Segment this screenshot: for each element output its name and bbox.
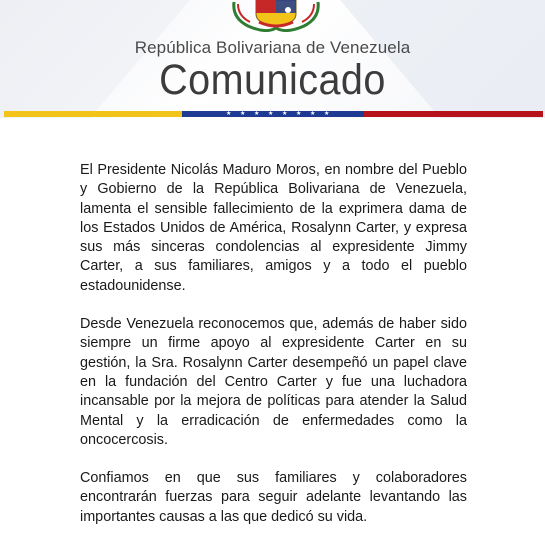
flag-stripe-red <box>364 111 543 117</box>
star-icon: ★ <box>254 110 260 117</box>
communique-body <box>80 161 467 546</box>
flag-stripe <box>0 111 545 118</box>
country-name: República Bolivariana de Venezuela <box>134 38 411 57</box>
star-icon: ★ <box>268 110 274 117</box>
paragraph-3: Confiamos en que sus familiares y colaboradores encontrarán fuerzas para seguir adelante levantando las importantes causas a las que dedicó su vida. <box>80 470 467 525</box>
star-icon: ★ <box>240 110 246 117</box>
stars-row <box>182 110 364 118</box>
paragraph-2: Desde Venezuela reconocemos que, además de haber sido siempre un firme apoyo al expresidente Carter en su gestión, la Sra. Rosalynn Carter desempeñó un papel clave en la fundación del Centro Carter y fue una luchadora incansable por la mejora de políticas para atender la Salud Mental y la erradicación de enfermedades como la oncocercosis. <box>80 316 467 448</box>
star-icon: ★ <box>296 110 302 117</box>
page-title: Comunicado <box>159 56 386 104</box>
star-icon: ★ <box>282 110 288 117</box>
star-icon: ★ <box>324 110 330 117</box>
letterhead <box>0 0 545 118</box>
paragraph-1: El Presidente Nicolás Maduro Moros, en nombre del Pueblo y Gobierno de la República Bolivariana de Venezuela, lamenta el sensible fallecimiento de la exprimera dama de los Estados Unidos de América, Rosalynn Carter, y expresa sus más sinceras condolencias al expresidente Jimmy Carter, a sus familiares, amigos y a todo el pueblo estadounidense. <box>80 162 467 294</box>
star-icon: ★ <box>226 110 232 117</box>
coat-of-arms-icon <box>226 0 326 32</box>
flag-stripe-yellow <box>4 111 182 117</box>
star-icon: ★ <box>310 110 316 117</box>
